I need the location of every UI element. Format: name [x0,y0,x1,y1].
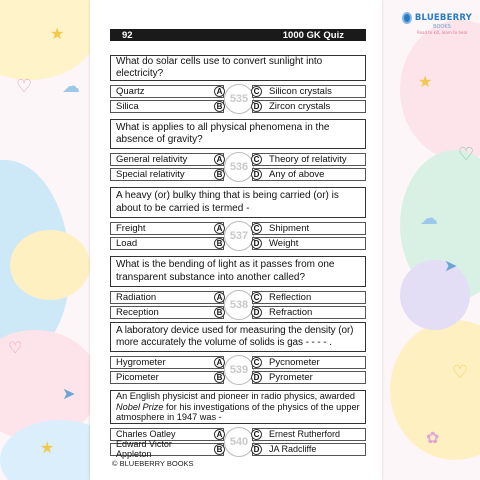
question-text: A heavy (or) bulky thing that is being carried (or) is about to be carried is termed - [110,187,366,218]
question-number: 539 [224,355,254,385]
heart-icon: ♡ [458,144,475,165]
option-d[interactable]: D Weight [252,237,366,250]
paper-plane-icon: ➤ [62,384,76,403]
option-letter: A [214,429,225,440]
logo-tagline: Read to kill, learn to heal [416,30,468,35]
options [110,85,366,114]
option-letter: B [214,169,225,180]
question-block [110,119,366,182]
background-blob [10,230,90,300]
star-icon: ★ [40,438,55,457]
question-number: 537 [224,221,254,251]
option-a[interactable]: Hygrometer A [110,356,224,369]
option-b[interactable]: Reception B [110,306,224,319]
option-c[interactable]: C Reflection [252,291,366,304]
option-b[interactable]: Special relativity B [110,168,224,181]
copyright-footer: © BLUEBERRY BOOKS [112,459,194,468]
question-text: What is the bending of light as it passes from one transparent substance into another called? [110,256,366,287]
option-letter: C [251,429,262,440]
option-letter: A [214,86,225,97]
option-c[interactable]: C Shipment [252,222,366,235]
book-page [90,0,382,480]
paper-plane-icon: ➤ [444,256,458,275]
question-number: 540 [224,427,254,457]
publisher-logo [402,12,472,35]
option-a[interactable]: Freight A [110,222,224,235]
question-block [110,55,366,114]
option-b[interactable]: Picometer B [110,371,224,384]
page-title: 1000 GK Quiz [282,29,344,41]
option-letter: B [214,307,225,318]
option-b[interactable]: Load B [110,237,224,250]
option-b[interactable]: Edward Victor Appleton B [110,443,224,456]
option-letter: B [214,372,225,383]
options [110,428,366,460]
option-d[interactable]: D JA Radcliffe [252,443,366,456]
question-block [110,322,366,385]
option-d[interactable]: D Any of above [252,168,366,181]
option-letter: D [251,238,262,249]
option-c[interactable]: C Pycnometer [252,356,366,369]
option-letter: C [251,154,262,165]
option-c[interactable]: C Silicon crystals [252,85,366,98]
options [110,291,366,320]
option-letter: A [214,357,225,368]
option-c[interactable]: C Ernest Rutherford [252,428,366,441]
option-letter: C [251,86,262,97]
option-d[interactable]: D Zircon crystals [252,100,366,113]
question-block [110,390,366,460]
option-letter: B [214,444,225,455]
page-number: 92 [122,29,133,41]
option-letter: B [214,238,225,249]
option-c[interactable]: C Theory of relativity [252,153,366,166]
tulip-icon: ✿ [426,428,440,447]
cloud-icon: ☁ [62,76,80,97]
question-text: What do solar cells use to convert sunlight into electricity? [110,55,366,81]
question-number: 535 [224,84,254,114]
question-text: An English physicist and pioneer in radio physics, awarded Nobel Prize for his investigations of the physics of the upper atmosphere in 1947 was - [110,390,366,424]
option-letter: C [251,357,262,368]
option-letter: D [251,372,262,383]
cloud-icon: ☁ [420,208,438,229]
star-icon: ★ [50,24,65,43]
option-a[interactable]: Charles Oatley A [110,428,224,441]
option-letter: A [214,223,225,234]
option-letter: B [214,101,225,112]
logo-name: BLUEBERRY [414,13,472,23]
question-number: 536 [224,152,254,182]
question-block [110,256,366,320]
options [110,222,366,251]
option-letter: D [251,444,262,455]
logo-sub: BOOKS [433,24,451,30]
option-b[interactable]: Silica B [110,100,224,113]
option-letter: A [214,154,225,165]
option-a[interactable]: Radiation A [110,291,224,304]
option-letter: C [251,292,262,303]
background-blob [400,260,470,330]
background-blob [400,20,480,160]
option-letter: C [251,223,262,234]
star-icon: ★ [418,72,433,91]
option-letter: A [214,292,225,303]
options [110,153,366,182]
option-letter: D [251,169,262,180]
option-d[interactable]: D Refraction [252,306,366,319]
heart-icon: ♡ [8,338,23,357]
question-text: A laboratory device used for measuring the density (or) more accurately the volume of solids is gas - - - - . [110,322,366,352]
option-a[interactable]: General relativity A [110,153,224,166]
option-letter: D [251,307,262,318]
heart-icon: ♡ [452,362,469,383]
option-d[interactable]: D Pyrometer [252,371,366,384]
question-number: 538 [224,290,254,320]
blueberry-logo-icon [402,12,412,24]
option-a[interactable]: Quartz A [110,85,224,98]
question-block [110,187,366,251]
option-letter: D [251,101,262,112]
page-header [110,29,366,41]
question-text: What is applies to all physical phenomena in the absence of gravity? [110,119,366,149]
options [110,356,366,385]
heart-icon: ♡ [16,76,33,97]
